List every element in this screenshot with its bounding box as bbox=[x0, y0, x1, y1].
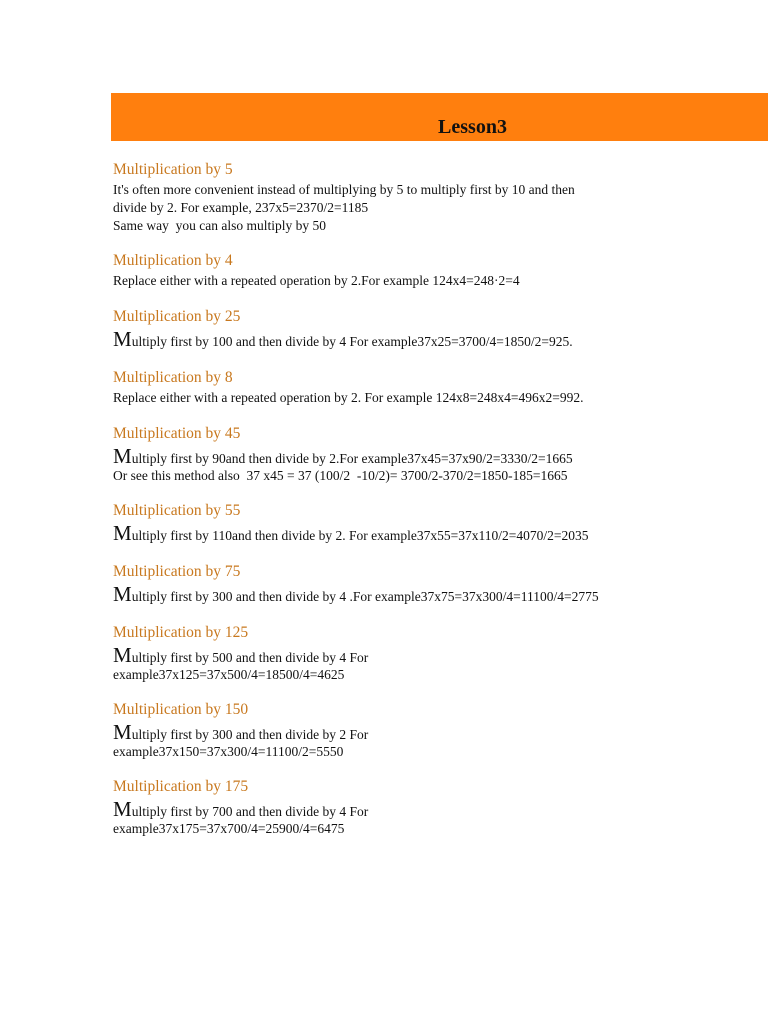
section-multiply-by-150 bbox=[113, 699, 753, 761]
section-heading: Multiplication by 25 bbox=[113, 308, 241, 325]
line-text: Same way you can also multiply by 50 bbox=[113, 218, 326, 233]
paragraph-line bbox=[113, 583, 753, 605]
line-text: It's often more convenient instead of multiplying by 5 to multiply first by 10 and then bbox=[113, 182, 575, 197]
dropcap: M bbox=[113, 643, 132, 667]
lesson-banner bbox=[111, 93, 768, 141]
paragraph-line bbox=[113, 798, 753, 820]
paragraph-line bbox=[113, 199, 753, 217]
line-text: ultiply first by 300 and then divide by 2 For bbox=[131, 727, 369, 742]
section-multiply-by-125 bbox=[113, 622, 753, 684]
paragraph-line bbox=[113, 389, 753, 407]
paragraph-line bbox=[113, 467, 753, 485]
lesson-title: Lesson3 bbox=[438, 116, 507, 138]
section-multiply-by-25 bbox=[113, 306, 753, 350]
dropcap: M bbox=[113, 797, 132, 821]
section-heading: Multiplication by 5 bbox=[113, 161, 233, 178]
section-heading: Multiplication by 175 bbox=[113, 778, 249, 795]
section-heading: Multiplication by 125 bbox=[113, 624, 249, 641]
dropcap: M bbox=[113, 720, 132, 744]
section-multiply-by-45 bbox=[113, 423, 753, 485]
dropcap: M bbox=[113, 327, 132, 351]
section-heading: Multiplication by 45 bbox=[113, 425, 241, 442]
section-multiply-by-175 bbox=[113, 776, 753, 838]
section-heading: Multiplication by 4 bbox=[113, 252, 233, 269]
section-heading: Multiplication by 8 bbox=[113, 369, 233, 386]
paragraph-line bbox=[113, 522, 753, 544]
line-text: example37x175=37x700/4=25900/4=6475 bbox=[113, 821, 345, 836]
paragraph-line bbox=[113, 328, 753, 350]
line-text: ultiply first by 500 and then divide by 4 For bbox=[131, 650, 369, 665]
section-multiply-by-4 bbox=[113, 250, 753, 290]
section-heading: Multiplication by 75 bbox=[113, 563, 241, 580]
section-multiply-by-5 bbox=[113, 159, 753, 235]
section-multiply-by-75 bbox=[113, 561, 753, 605]
paragraph-line bbox=[113, 644, 753, 666]
paragraph-line bbox=[113, 743, 753, 761]
dropcap: M bbox=[113, 444, 132, 468]
line-text: example37x150=37x300/4=11100/2=5550 bbox=[113, 744, 344, 759]
line-text: Replace either with a repeated operation by 2. For example 124x8=248x4=496x2=992. bbox=[113, 390, 584, 405]
dropcap: M bbox=[113, 582, 132, 606]
line-text: example37x125=37x500/4=18500/4=4625 bbox=[113, 667, 345, 682]
paragraph-line bbox=[113, 181, 753, 199]
section-multiply-by-8 bbox=[113, 367, 753, 407]
paragraph-line bbox=[113, 217, 753, 235]
line-text: divide by 2. For example, 237x5=2370/2=1185 bbox=[113, 200, 369, 215]
paragraph-line bbox=[113, 721, 753, 743]
section-multiply-by-55 bbox=[113, 500, 753, 544]
paragraph-line bbox=[113, 666, 753, 684]
lesson-content bbox=[113, 159, 753, 838]
paragraph-line bbox=[113, 272, 753, 290]
line-text: ultiply first by 300 and then divide by 4 .For example37x75=37x300/4=11100/4=2775 bbox=[131, 589, 599, 604]
dropcap: M bbox=[113, 521, 132, 545]
section-heading: Multiplication by 55 bbox=[113, 502, 241, 519]
paragraph-line bbox=[113, 820, 753, 838]
line-text: ultiply first by 100 and then divide by 4 For example37x25=3700/4=1850/2=925. bbox=[131, 334, 573, 349]
line-text: ultiply first by 110and then divide by 2. For example37x55=37x110/2=4070/2=2035 bbox=[131, 528, 589, 543]
line-text: ultiply first by 700 and then divide by 4 For bbox=[131, 804, 369, 819]
line-text: Replace either with a repeated operation by 2.For example 124x4=248·2=4 bbox=[113, 273, 520, 288]
line-text: Or see this method also 37 x45 = 37 (100/2 -10/2)= 3700/2-370/2=1850-185=1665 bbox=[113, 468, 568, 483]
paragraph-line bbox=[113, 445, 753, 467]
line-text: ultiply first by 90and then divide by 2.For example37x45=37x90/2=3330/2=1665 bbox=[131, 451, 573, 466]
section-heading: Multiplication by 150 bbox=[113, 701, 249, 718]
